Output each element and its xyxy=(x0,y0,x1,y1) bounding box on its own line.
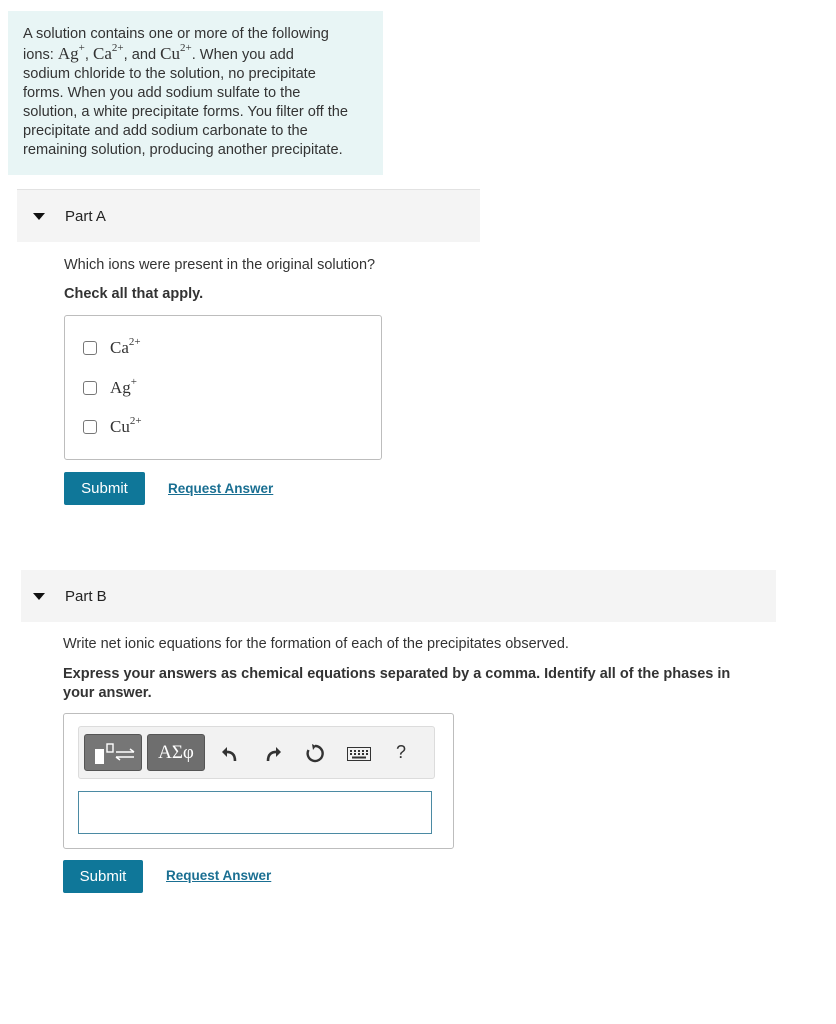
ion-ca: $Ca^{2+}$ xyxy=(93,42,124,63)
equation-editor xyxy=(63,713,454,849)
answer-input[interactable] xyxy=(78,791,432,834)
checkbox-ca[interactable] xyxy=(83,341,97,355)
option-ca[interactable] xyxy=(83,338,141,358)
ions-suffix: . When you add xyxy=(191,47,294,63)
intro-line-5: solution, a white precipitate forms. You filter off the xyxy=(23,104,349,120)
part-b-header[interactable] xyxy=(21,570,776,622)
help-button[interactable]: ? xyxy=(396,742,407,762)
intro-line-7: remaining solution, producing another precipitate. xyxy=(23,142,343,158)
option-ca-label: $Ca^{2+}$ xyxy=(110,336,141,357)
option-cu-label: $Cu^{2+}$ xyxy=(110,415,142,436)
problem-statement xyxy=(8,11,383,175)
ions-prefix: ions: xyxy=(23,47,58,63)
part-b-instruction xyxy=(63,665,773,703)
part-a-title: Part A xyxy=(65,207,106,225)
undo-icon[interactable] xyxy=(220,743,240,763)
templates-button[interactable] xyxy=(84,734,142,771)
templates-icon xyxy=(85,735,143,772)
part-b-instruction-line-1: Express your answers as chemical equations separated by a comma. Identify all of the phases in xyxy=(63,666,731,682)
intro-line-3: sodium chloride to the solution, no precipitate xyxy=(23,66,316,82)
part-b-question: Write net ionic equations for the formation of each of the precipitates observed. xyxy=(63,636,569,652)
answer-options xyxy=(64,315,382,460)
option-ag-label: Ag+ xyxy=(110,376,137,397)
collapse-triangle-icon[interactable] xyxy=(33,213,45,220)
intro-line-6: precipitate and add sodium carbonate to the xyxy=(23,123,308,139)
part-a-submit-button[interactable]: Submit xyxy=(64,472,145,505)
ion-ag: Ag+ xyxy=(57,42,85,63)
part-a-instruction: Check all that apply. xyxy=(64,286,204,302)
part-a-request-answer-link[interactable]: Request Answer xyxy=(168,481,274,496)
checkbox-cu[interactable] xyxy=(83,420,97,434)
redo-icon[interactable] xyxy=(263,743,283,763)
keyboard-icon[interactable] xyxy=(347,747,371,761)
part-a-question: Which ions were present in the original solution? xyxy=(64,257,376,273)
part-b-instruction-line-2: your answer. xyxy=(63,685,152,701)
part-b-submit-button[interactable]: Submit xyxy=(63,860,143,893)
ion-sep-1: , xyxy=(84,47,93,63)
intro-line-2 xyxy=(23,44,369,65)
ion-sep-2: , and xyxy=(123,47,161,63)
reset-icon[interactable] xyxy=(304,742,326,764)
ion-cu: $Cu^{2+}$ xyxy=(160,42,192,63)
editor-toolbar xyxy=(78,726,435,779)
option-cu[interactable] xyxy=(83,417,142,437)
collapse-triangle-icon[interactable] xyxy=(33,593,45,600)
checkbox-ag[interactable] xyxy=(83,381,97,395)
part-b-title: Part B xyxy=(65,587,107,605)
option-ag[interactable] xyxy=(83,378,137,398)
intro-line-1: A solution contains one or more of the following xyxy=(23,26,329,42)
part-b-request-answer-link[interactable]: Request Answer xyxy=(166,868,272,883)
symbols-button[interactable]: ΑΣφ xyxy=(147,734,205,771)
intro-line-4: forms. When you add sodium sulfate to the xyxy=(23,85,301,101)
part-a-header[interactable] xyxy=(17,189,480,242)
